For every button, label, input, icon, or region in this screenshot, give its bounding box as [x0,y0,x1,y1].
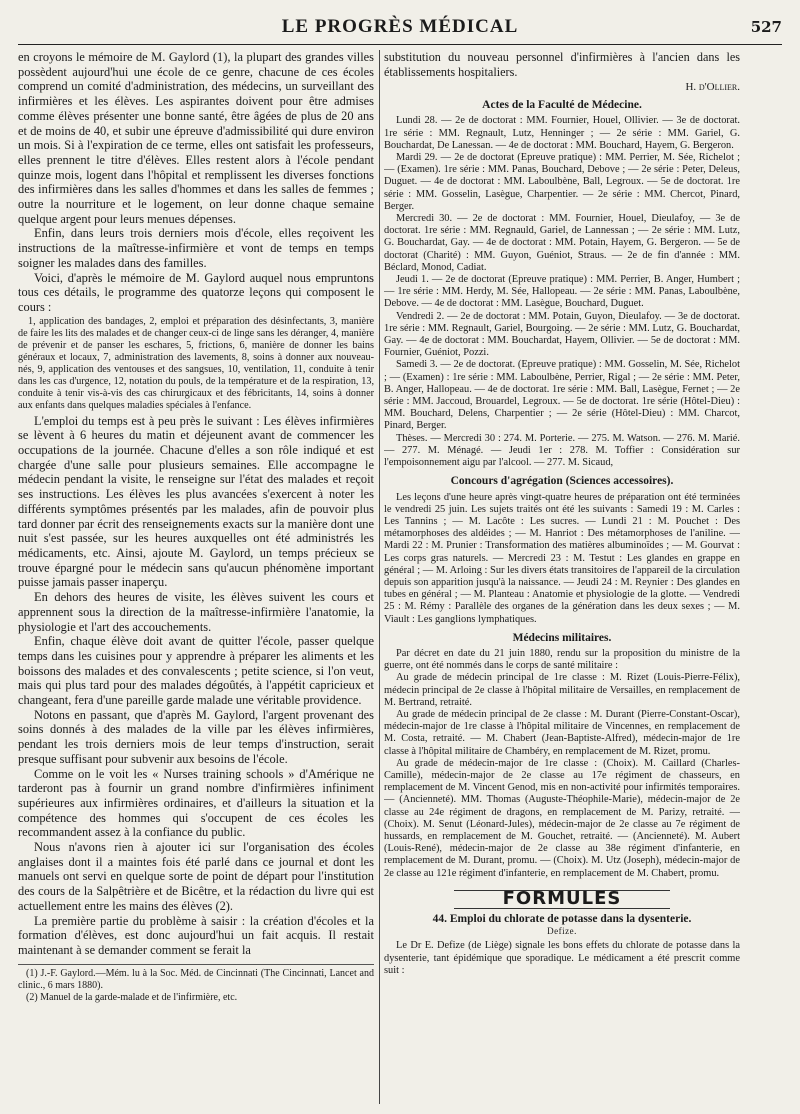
paragraph: Au grade de médecin principal de 1re classe : M. Rizet (Louis-Pierre-Félix), médecin principal de 2e classe à l'hôpital militaire de Versailles, en remplacement de M. Bertrand, retraité. [384,672,740,708]
right-column [384,50,740,1104]
paragraph: Jeudi 1. — 2e de doctorat (Epreuve pratique) : MM. Perrier, B. Anger, Humbert ; — 1re série : MM. Herdy, M. Sée, Hallopeau. — 2e série : MM. Panas, Laboulbène, Debove. — 4e de doctorat : MM. Lasègue, Bouchard, Duguet. [384,274,740,310]
left-column [18,50,374,1104]
paragraph: Vendredi 2. — 2e de doctorat : MM. Potain, Guyon, Dieulafoy. — 3e de doctorat. 1re série : MM. Regnault, Gariel, Bourgoing. — 2e série : MM. Lutz, G. Bouchardat, Gay. — 4e de doctorat : MM. Bouchardat, Hayem, Ollivier. — 5e de doctorat : MM. Fournier, Guéniot, Pozzi. [384,310,740,359]
paragraph: Par décret en date du 21 juin 1880, rendu sur la proposition du ministre de la guerre, ont été nommés dans le corps de santé militaire : [384,647,740,672]
footnotes [18,964,374,1004]
footnote: (1) J.-F. Gaylord.—Mém. lu à la Soc. Méd. de Cincinnati (The Cincinnati, Lancet and clinic., 6 mars 1880). [18,967,374,991]
paragraph: Enfin, dans leurs trois derniers mois d'école, elles reçoivent les instructions de la maîtresse-infirmière et vont de temps en temps soigner les malades dans des familles. [18,226,374,270]
paragraph: Mardi 29. — 2e de doctorat (Epreuve pratique) : MM. Perrier, M. Sée, Richelot ; — (Examen). 1re série : MM. Panas, Bouchard, Debove ; — 2e série : Peter, Deleus, Duguet. — 4e de doctorat : MM. Laboulbène, Ball, Legroux. — 5e de doctorat. 1re série : MM. Gosselin, Lasègue, Charpentier. — 2e série : MM. Chercot, Pinard, Berger. [384,152,740,212]
paragraph: L'emploi du temps est à peu près le suivant : Les élèves infirmières se lèvent à 6 heures du matin et déjeunent avant de commencer les occupations de la journée. Chacune d'elles a son rôle indiqué et est chargée d'une salle pour plusieurs semaines. Elle accompagne le médecin pendant la visite, le renseigne sur l'état des malades et reçoit ses instructions. Les élèves les plus avancées s'exercent à noter les différents symptômes présentés par les malades, afin de pouvoir plus tard donner par écrit des renseignements exacts sur la manière dont une nuit s'est passée, sur les heures auxquelles ont été administrés les médicaments, etc. Ainsi, ajoute M. Gaylord, un temps précieux se trouve épargné pour le médecin sans qu'aucun phénomène important puisse jamais passer inaperçu. [18,413,374,590]
column-divider [379,50,380,1104]
formula-title: 44. Emploi du chlorate de potasse dans la dysenterie. [432,913,692,925]
lesson-list: 1, application des bandages, 2, emploi et préparation des désinfectants, 3, manière de faire les lits des malades et de changer ceux-ci de linge sans les déranger, 4, manière de prévenir et de panser les eschares, 5, frictions, 6, manière de donner les bains généraux et locaux, 7, administration des lavements, 8, soins à donner aux nouveau-nés, 9, application des ventouses et des sangsues, 10, ventilation, 11, conduite à tenir dans les cas d'urgence, 12, notation du pouls, de la température et de la respiration, 13, conduite à tenir vis-à-vis des cas chirurgicaux et des fébricitants, 14, soins à donner aux enfants dans quelques maladies spéciales à l'enfance. [18,315,374,411]
paragraph: Nous n'avons rien à ajouter ici sur l'organisation des écoles anglaises dont il a maintes fois été parlé dans ce journal et dont les manuels ont servi en quelque sorte de point de départ pour l'institution des cours de la Salpêtrière et de Bicêtre, et la rédaction du livre qui est actuellement entre les mains des élèves (2). [18,840,374,913]
paragraph: substitution du nouveau personnel d'infirmières à l'ancien dans les établissements hospitaliers. [384,50,740,79]
author-signature: H. d'Ollier. [685,81,740,93]
paragraph: Samedi 3. — 2e de doctorat. (Epreuve pratique) : MM. Gosselin, M. Sée, Richelot ; — (Examen) : 1re série : MM. Laboulbène, Perrier, Rigal ; — 2e série : MM. Peter, B. Anger, Hallopeau. — 4e de doctorat. 1re série : MM. Ball, Lasègue, Fernet ; — 2e série : MM. Jaccoud, Brouardel, Legroux. — 5e de doctorat. 1re série (Hôtel-Dieu) : MM. Bouchard, Delens, Charpentier ; — 2e série (Hôtel-Dieu) : MM. Charcot, Pinard, Berger. [384,359,740,432]
paragraph: En dehors des heures de visite, les élèves suivent les cours et apprennent sous la direction de la maîtresse-infirmière l'anatomie, la physiologie et l'art des accouchements. [18,590,374,634]
paragraph: Enfin, chaque élève doit avant de quitter l'école, passer quelque temps dans les cuisines pour y apprendre à préparer les aliments et les boissons des malades et des convalescents ; petite science, si l'on veut, mais qui plus tard pour des malades dégoûtés, à l'appétit capricieux et changeant, fera d'une pareille garde malade une véritable providence. [18,634,374,708]
paragraph: Voici, d'après le mémoire de M. Gaylord auquel nous empruntons tous ces détails, le programme des quatorze leçons qui composent le cours : [18,270,374,314]
page-number: 527 [750,18,782,36]
footnote: (2) Manuel de la garde-malade et de l'infirmière, etc. [26,991,238,1003]
paragraph: Le Dr E. Defize (de Liège) signale les bons effets du chlorate de potasse dans la dysenterie, tant épidémique que sporadique. Le médicament a été prescrit comme suit : [384,940,740,976]
section-title: Actes de la Faculté de Médecine. [482,99,642,112]
journal-title: LE PROGRÈS MÉDICAL [281,16,519,37]
paragraph: Lundi 28. — 2e de doctorat : MM. Fournier, Houel, Ollivier. — 3e de doctorat. 1re série : MM. Regnault, Lutz, Henninger ; — 2e série : MM. Gariel, G. Bouchardat, De Lanessan. — 4e de doctorat : MM. Bouchard, Hayem, G. Bergeron. [384,115,740,151]
paragraph: Au grade de médecin-major de 1re classe : (Choix). M. Caillard (Charles-Camille), médecin-major de 2e classe au 17e régiment de chasseurs, en remplacement de M. Vincent Genod, mis en non-activité pour infirmités temporaires. — (Ancienneté). MM. Thomas (Auguste-Théophile-Marie), médecin-major de 2e classe au 24e régiment de dragons, en remplacement de M. Parizy, retraité. — (Choix). M. Senut (Léonard-Jules), médecin-major de 2e classe au 7e régiment de hussards, en remplacement de M. Gouchet, retraité. — (Ancienneté). M. Aubert (Louis-René), médecin-major de 2e classe au 38e régiment d'infanterie, en remplacement de M. Durant, promu. — (Choix). M. Utz (Joseph), médecin-major de 2e classe au 121e régiment d'infanterie, en remplacement de M. Chabert, promu. [384,757,740,879]
paragraph: Notons en passant, que d'après M. Gaylord, l'argent provenant des soins donnés à des malades de la ville par les élèves infirmières, pendant les trois derniers mois de leur temps d'instruction, serait presque suffisant pour subvenir aux besoins de l'école. [18,707,374,766]
paragraph: Les leçons d'une heure après vingt-quatre heures de préparation ont été terminées le vendredi 25 juin. Les sujets traités ont été les suivants : Samedi 19 : M. Carles : Les Tannins ; — M. Lacôte : Les sucres. — Lundi 21 : M. Pouchet : Des métamorphoses des aldéides ; — M. Hanriot : Des métamorphoses de l'aniline. — Mardi 22 : M. Prunier : Transformation des matières albuminoïdes ; — M. Gourvat : Les corps gras naturels. — Mercredi 23 : M. Testut : Les glandes en grappe en général ; — M. Arloing : Sur les divers états transitoires de l'appareil de la circulation depuis son apparition jusqu'à la naissance. — Jeudi 24 : M. Reynier : Des glandes en tubes en général ; — M. Planteau : Anatomie et physiologie de la glotte. — Vendredi 25 : M. Rémy : Parallèle des organes de la génération dans les deux sexes ; — M. Viault : Les ganglions lymphatiques. [384,491,740,625]
formula-author: Defize. [547,926,577,937]
paragraph: Thèses. — Mercredi 30 : 274. M. Porterie. — 275. M. Watson. — 276. M. Marié. — 277. M. Ménagé. — Jeudi 1er : 278. M. Toffier : Considération sur l'empoisonnement aigu par l'alcool. — 277. M. Sicaud, [384,432,740,469]
paragraph: en croyons le mémoire de M. Gaylord (1), la plupart des grandes villes possèdent aujourd'hui une école de ce genre, chacune de ces écoles comprend un comité d'administration, des médecins, un surveillant des infirmières et les élèves. Les aspirantes doivent pour être admises comme élèves présenter une bonne santé, être âgées de plus de 20 ans et de moins de 40, et subir une épreuve d'admissibilité qui dure environ un mois. Si à l'expiration de ce terme, elles ont satisfait les professeurs, elles prennent le titre d'élèves. Elles restent alors à l'école pendant quinze mois, logent dans l'hôpital et remplissent les diverses fonctions des infirmières dans les salles d'hommes et dans les salles de femmes ; outre la nourriture et le logement, on leur donne chaque semaine quelque argent pour leurs menues dépenses. [18,50,374,226]
page-header [18,14,782,45]
paragraph: Au grade de médecin principal de 2e classe : M. Durant (Pierre-Constant-Oscar), médecin-major de 1re classe à l'hôpital militaire de Vincennes, en remplacement de M. Costa, retraité. — M. Chabert (Jean-Baptiste-Alfred), médecin-major de 1re classe à l'hôpital militaire de Chambéry, en remplacement de M. Rizet, promu. [384,708,740,757]
section-title: Médecins militaires. [512,631,612,644]
paragraph: Comme on le voit les « Nurses training schools » d'Amérique ne tarderont pas à fournir un grand nombre d'infirmières infiniment supérieures aux infirmières ordinaires, et d'ailleurs la situation et la compétence des hommes qui s'occupent de ces écoles les recommandent assez à la confiance du public. [18,766,374,840]
paragraph: La première partie du problème à saisir : la création d'écoles et la formation d'élèves, est donc aujourd'hui un fait acquis. Il restait maintenant à se demander comment se ferait la [18,913,374,957]
formules-heading: FORMULES [502,887,622,909]
paragraph: Mercredi 30. — 2e de doctorat : MM. Fournier, Houel, Dieulafoy, — 3e de doctorat. 1re série : MM. Regnauld, Gariel, de Lannessan ; — 2e série : MM. Lutz, G. Bouchardat, Gay. — 4e de doctorat : MM. Potain, Hayem, G. Bergeron. — 5e de doctorat (Charité) : MM. Guyon, Guéniot, Straus. — 2e de fin d'année : MM. Béclard, Monod, Cadiat. [384,213,740,273]
section-title: Concours d'agrégation (Sciences accessoires). [450,475,674,488]
